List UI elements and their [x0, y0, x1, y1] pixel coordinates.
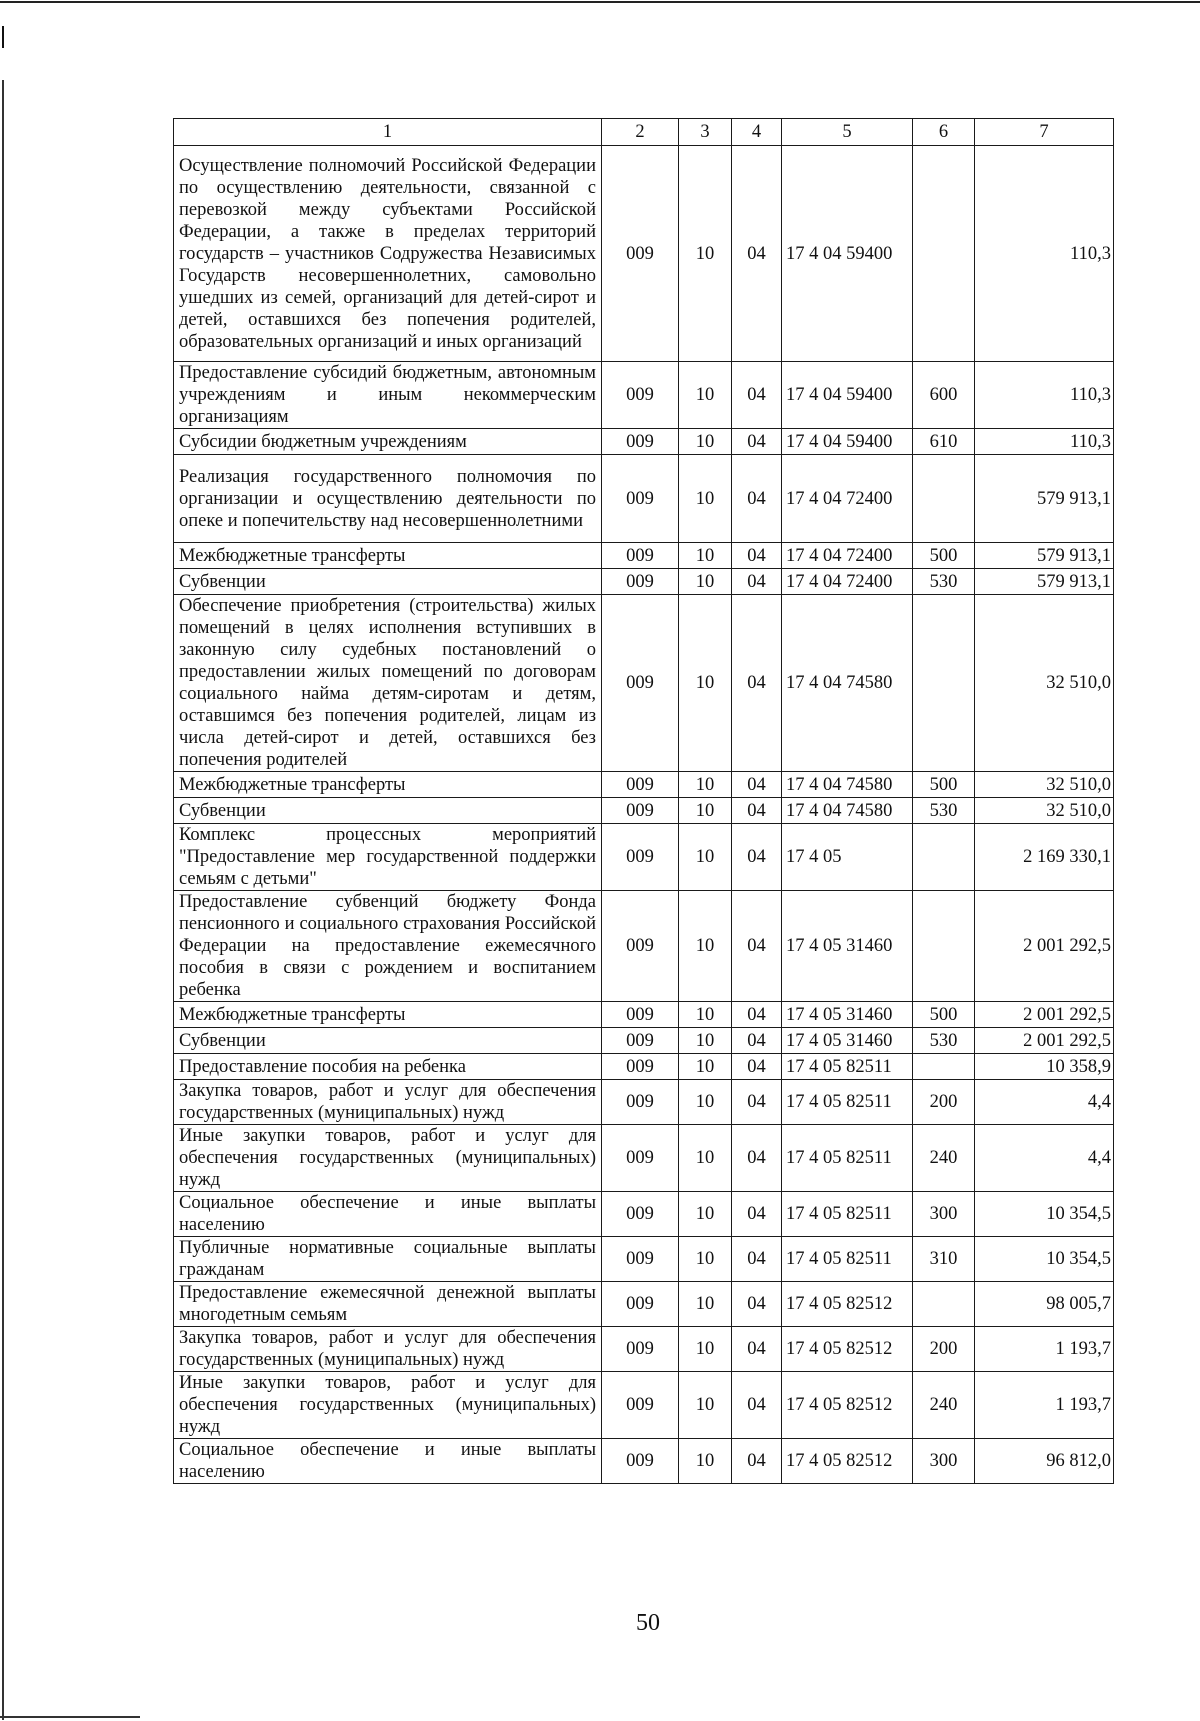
row-description: Предоставление ежемесячной денежной выплаты многодетным семьям: [174, 1282, 602, 1327]
top-scan-edge: [0, 1, 1200, 3]
cell-code-5: 17 4 04 59400: [782, 146, 913, 362]
cell-amount: 110,3: [975, 146, 1114, 362]
row-description: Предоставление пособия на ребенка: [174, 1054, 602, 1080]
cell-code-5: 17 4 05 82512: [782, 1327, 913, 1372]
cell-code-3: 10: [679, 824, 732, 891]
cell-code-6: 240: [913, 1372, 975, 1439]
cell-amount: 10 354,5: [975, 1237, 1114, 1282]
column-header: 6: [913, 119, 975, 146]
cell-code-2: 009: [602, 595, 679, 772]
column-header: 5: [782, 119, 913, 146]
cell-code-6: [913, 1282, 975, 1327]
cell-code-4: 04: [732, 1372, 782, 1439]
cell-code-2: 009: [602, 1327, 679, 1372]
cell-code-6: [913, 1054, 975, 1080]
table-body: [174, 146, 1114, 1484]
column-header: 7: [975, 119, 1114, 146]
table-row: [174, 455, 1114, 543]
cell-code-4: 04: [732, 1237, 782, 1282]
table-row: [174, 772, 1114, 798]
cell-code-6: 240: [913, 1125, 975, 1192]
table-row: [174, 1237, 1114, 1282]
cell-code-2: 009: [602, 146, 679, 362]
cell-code-2: 009: [602, 1192, 679, 1237]
cell-code-4: 04: [732, 543, 782, 569]
row-description: Межбюджетные трансферты: [174, 772, 602, 798]
table-row: [174, 543, 1114, 569]
cell-code-5: 17 4 05 31460: [782, 891, 913, 1002]
cell-code-4: 04: [732, 595, 782, 772]
cell-code-6: [913, 146, 975, 362]
cell-amount: 2 001 292,5: [975, 1002, 1114, 1028]
cell-code-3: 10: [679, 455, 732, 543]
table-row: [174, 1080, 1114, 1125]
cell-amount: 110,3: [975, 362, 1114, 429]
cell-code-4: 04: [732, 146, 782, 362]
cell-code-3: 10: [679, 1237, 732, 1282]
cell-code-6: 200: [913, 1080, 975, 1125]
row-description: Социальное обеспечение и иные выплаты населению: [174, 1439, 602, 1484]
cell-code-3: 10: [679, 543, 732, 569]
cell-code-5: 17 4 05 82511: [782, 1237, 913, 1282]
cell-amount: 4,4: [975, 1125, 1114, 1192]
cell-code-5: 17 4 04 59400: [782, 362, 913, 429]
cell-code-3: 10: [679, 1282, 732, 1327]
cell-code-2: 009: [602, 1372, 679, 1439]
cell-code-5: 17 4 05 31460: [782, 1002, 913, 1028]
cell-code-2: 009: [602, 1439, 679, 1484]
row-description: Иные закупки товаров, работ и услуг для обеспечения государственных (муниципальных) нужд: [174, 1125, 602, 1192]
cell-code-2: 009: [602, 1002, 679, 1028]
cell-code-3: 10: [679, 1028, 732, 1054]
cell-code-4: 04: [732, 1002, 782, 1028]
cell-amount: 579 913,1: [975, 455, 1114, 543]
cell-code-2: 009: [602, 1028, 679, 1054]
cell-code-4: 04: [732, 824, 782, 891]
cell-code-6: 610: [913, 429, 975, 455]
cell-code-4: 04: [732, 1439, 782, 1484]
table-row: [174, 1192, 1114, 1237]
cell-code-3: 10: [679, 595, 732, 772]
table-row: [174, 429, 1114, 455]
cell-amount: 32 510,0: [975, 798, 1114, 824]
cell-code-4: 04: [732, 891, 782, 1002]
cell-code-6: [913, 891, 975, 1002]
cell-code-3: 10: [679, 1327, 732, 1372]
cell-code-3: 10: [679, 429, 732, 455]
row-description: Предоставление субсидий бюджетным, автономным учреждениям и иным некоммерческим организациям: [174, 362, 602, 429]
table-row: [174, 569, 1114, 595]
column-header: 3: [679, 119, 732, 146]
row-description: Субвенции: [174, 1028, 602, 1054]
cell-code-3: 10: [679, 1372, 732, 1439]
cell-amount: 579 913,1: [975, 543, 1114, 569]
row-description: Обеспечение приобретения (строительства) жилых помещений в целях исполнения вступивших в законную силу судебных постановлений о предоставлении жилых помещений по договорам социального найма детям-сиротам и детям, оставшимся без попечения родителей, лицам из числа детей-сирот и детей, оставшихся без попечения родителей: [174, 595, 602, 772]
cell-code-4: 04: [732, 1327, 782, 1372]
left-scan-edge: [2, 80, 4, 1720]
cell-code-3: 10: [679, 772, 732, 798]
budget-table: [173, 118, 1114, 1484]
cell-code-2: 009: [602, 1080, 679, 1125]
cell-code-5: 17 4 05: [782, 824, 913, 891]
cell-code-3: 10: [679, 1080, 732, 1125]
cell-amount: 32 510,0: [975, 595, 1114, 772]
row-description: Субсидии бюджетным учреждениям: [174, 429, 602, 455]
cell-amount: 110,3: [975, 429, 1114, 455]
cell-code-2: 009: [602, 1125, 679, 1192]
cell-code-3: 10: [679, 1054, 732, 1080]
cell-code-5: 17 4 05 31460: [782, 1028, 913, 1054]
cell-code-3: 10: [679, 798, 732, 824]
left-scan-mark: [2, 26, 4, 48]
cell-code-2: 009: [602, 569, 679, 595]
cell-code-2: 009: [602, 455, 679, 543]
cell-code-4: 04: [732, 429, 782, 455]
cell-code-2: 009: [602, 798, 679, 824]
cell-amount: 2 001 292,5: [975, 891, 1114, 1002]
cell-code-6: [913, 455, 975, 543]
cell-amount: 96 812,0: [975, 1439, 1114, 1484]
cell-code-3: 10: [679, 1125, 732, 1192]
cell-code-6: [913, 824, 975, 891]
table-row: [174, 1002, 1114, 1028]
cell-code-3: 10: [679, 146, 732, 362]
cell-code-5: 17 4 04 74580: [782, 595, 913, 772]
cell-code-4: 04: [732, 455, 782, 543]
cell-code-5: 17 4 04 74580: [782, 798, 913, 824]
cell-code-4: 04: [732, 1125, 782, 1192]
cell-amount: 579 913,1: [975, 569, 1114, 595]
cell-code-6: 600: [913, 362, 975, 429]
column-header: 1: [174, 119, 602, 146]
cell-code-6: 530: [913, 798, 975, 824]
row-description: Межбюджетные трансферты: [174, 543, 602, 569]
cell-code-5: 17 4 04 74580: [782, 772, 913, 798]
row-description: Публичные нормативные социальные выплаты гражданам: [174, 1237, 602, 1282]
column-header: 2: [602, 119, 679, 146]
cell-amount: 10 354,5: [975, 1192, 1114, 1237]
cell-code-2: 009: [602, 429, 679, 455]
cell-code-3: 10: [679, 362, 732, 429]
column-header: 4: [732, 119, 782, 146]
cell-code-5: 17 4 05 82512: [782, 1372, 913, 1439]
cell-code-3: 10: [679, 569, 732, 595]
cell-code-4: 04: [732, 1282, 782, 1327]
row-description: Комплекс процессных мероприятий "Предоставление мер государственной поддержки семьям с детьми": [174, 824, 602, 891]
cell-code-5: 17 4 05 82512: [782, 1439, 913, 1484]
table-row: [174, 1327, 1114, 1372]
cell-code-2: 009: [602, 1054, 679, 1080]
table-row: [174, 1028, 1114, 1054]
table-row: [174, 891, 1114, 1002]
cell-code-2: 009: [602, 362, 679, 429]
cell-code-2: 009: [602, 1282, 679, 1327]
table-row: [174, 146, 1114, 362]
cell-code-2: 009: [602, 824, 679, 891]
cell-code-3: 10: [679, 1192, 732, 1237]
cell-code-5: 17 4 04 72400: [782, 455, 913, 543]
table-row: [174, 1125, 1114, 1192]
cell-code-4: 04: [732, 1054, 782, 1080]
row-description: Закупка товаров, работ и услуг для обеспечения государственных (муниципальных) нужд: [174, 1080, 602, 1125]
cell-code-2: 009: [602, 772, 679, 798]
cell-code-6: 530: [913, 1028, 975, 1054]
page-number: 50: [636, 1610, 660, 1636]
cell-code-6: 500: [913, 1002, 975, 1028]
cell-amount: 32 510,0: [975, 772, 1114, 798]
row-description: Реализация государственного полномочия по организации и осуществлению деятельности по опеке и попечительству над несовершеннолетними: [174, 455, 602, 543]
cell-code-6: 500: [913, 772, 975, 798]
cell-code-3: 10: [679, 891, 732, 1002]
cell-code-5: 17 4 05 82511: [782, 1054, 913, 1080]
row-description: Предоставление субвенций бюджету Фонда пенсионного и социального страхования Российской Федерации на предоставление ежемесячного пособия в связи с рождением и воспитанием ребенка: [174, 891, 602, 1002]
cell-amount: 4,4: [975, 1080, 1114, 1125]
cell-code-6: 300: [913, 1439, 975, 1484]
table-header-row: [174, 119, 1114, 146]
cell-code-2: 009: [602, 891, 679, 1002]
cell-code-5: 17 4 04 72400: [782, 569, 913, 595]
table-row: [174, 595, 1114, 772]
table-row: [174, 798, 1114, 824]
cell-code-4: 04: [732, 362, 782, 429]
cell-code-2: 009: [602, 1237, 679, 1282]
cell-code-5: 17 4 04 59400: [782, 429, 913, 455]
cell-code-6: 530: [913, 569, 975, 595]
table-row: [174, 1439, 1114, 1484]
cell-code-6: 200: [913, 1327, 975, 1372]
cell-code-5: 17 4 05 82511: [782, 1192, 913, 1237]
row-description: Субвенции: [174, 569, 602, 595]
cell-code-5: 17 4 05 82511: [782, 1080, 913, 1125]
bottom-scan-edge: [0, 1716, 140, 1718]
cell-code-4: 04: [732, 1192, 782, 1237]
table-row: [174, 1054, 1114, 1080]
row-description: Социальное обеспечение и иные выплаты населению: [174, 1192, 602, 1237]
table-row: [174, 824, 1114, 891]
table-row: [174, 1372, 1114, 1439]
row-description: Иные закупки товаров, работ и услуг для обеспечения государственных (муниципальных) нужд: [174, 1372, 602, 1439]
cell-code-3: 10: [679, 1439, 732, 1484]
cell-amount: 2 169 330,1: [975, 824, 1114, 891]
cell-code-6: 310: [913, 1237, 975, 1282]
cell-code-2: 009: [602, 543, 679, 569]
cell-code-5: 17 4 04 72400: [782, 543, 913, 569]
cell-amount: 1 193,7: [975, 1372, 1114, 1439]
cell-code-3: 10: [679, 1002, 732, 1028]
cell-amount: 1 193,7: [975, 1327, 1114, 1372]
cell-code-6: 500: [913, 543, 975, 569]
cell-amount: 10 358,9: [975, 1054, 1114, 1080]
row-description: Осуществление полномочий Российской Федерации по осуществлению деятельности, связанной с перевозкой между субъектами Российской Федерации, а также в пределах территорий государств – участников Содружества Независимых Государств несовершеннолетних, самовольно ушедших из семей, организаций для детей-сирот и детей, оставшихся без попечения родителей, образовательных организаций и иных организаций: [174, 146, 602, 362]
cell-code-4: 04: [732, 772, 782, 798]
row-description: Закупка товаров, работ и услуг для обеспечения государственных (муниципальных) нужд: [174, 1327, 602, 1372]
cell-code-6: [913, 595, 975, 772]
cell-amount: 2 001 292,5: [975, 1028, 1114, 1054]
row-description: Субвенции: [174, 798, 602, 824]
cell-code-4: 04: [732, 1080, 782, 1125]
cell-code-4: 04: [732, 1028, 782, 1054]
cell-amount: 98 005,7: [975, 1282, 1114, 1327]
row-description: Межбюджетные трансферты: [174, 1002, 602, 1028]
cell-code-5: 17 4 05 82511: [782, 1125, 913, 1192]
cell-code-5: 17 4 05 82512: [782, 1282, 913, 1327]
cell-code-4: 04: [732, 798, 782, 824]
table-row: [174, 1282, 1114, 1327]
table-row: [174, 362, 1114, 429]
cell-code-6: 300: [913, 1192, 975, 1237]
cell-code-4: 04: [732, 569, 782, 595]
